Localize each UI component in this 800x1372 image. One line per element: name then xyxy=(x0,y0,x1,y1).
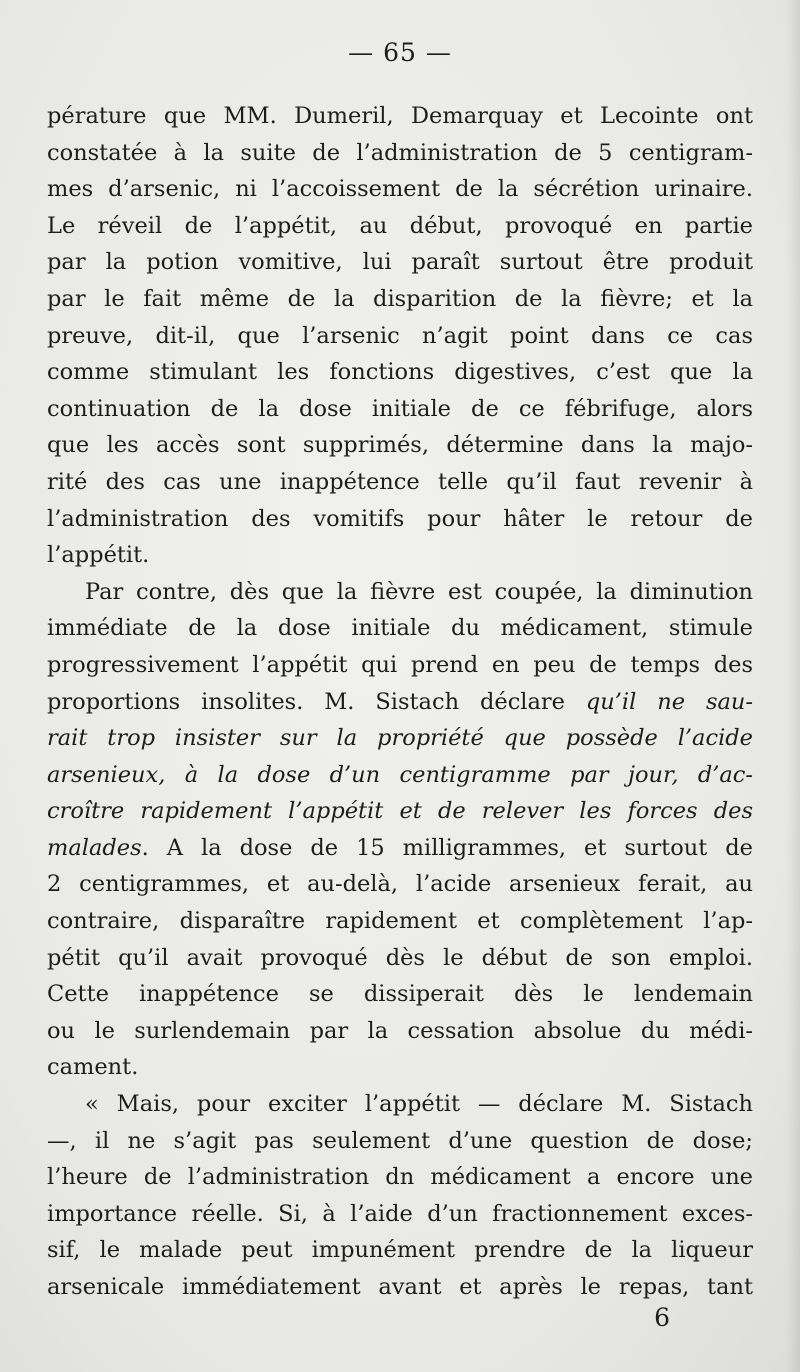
text-segment: continuation de la dose initiale de ce fébrifuge, alors xyxy=(47,395,753,422)
text-line xyxy=(47,391,753,428)
text-line xyxy=(47,830,753,867)
text-segment: sif, le malade peut impunément prendre de la liqueur xyxy=(47,1237,753,1264)
italic-text: rait trop insister sur la propriété que possède l’acide xyxy=(47,725,753,752)
text-line xyxy=(47,208,753,245)
text-segment: Cette inappétence se dissiperait dès le lendemain xyxy=(47,981,753,1008)
body-text xyxy=(47,98,753,1306)
text-segment: contraire, disparaître rapidement et complètement l’ap- xyxy=(47,908,753,935)
text-segment: « Mais, pour exciter l’appétit — déclare M. Sistach xyxy=(85,1091,753,1118)
text-segment: proportions insolites. M. Sistach déclare xyxy=(47,688,586,715)
text-line xyxy=(47,720,753,757)
text-segment: mes d’arsenic, ni l’accoissement de la sécrétion urinaire. xyxy=(47,176,753,203)
text-segment: l’appétit. xyxy=(47,542,150,569)
text-line xyxy=(47,135,753,172)
text-segment: l’administration des vomitifs pour hâter le retour de xyxy=(47,505,753,532)
text-line xyxy=(47,976,753,1013)
text-line xyxy=(47,793,753,830)
italic-text: arsenieux, à la dose d’un centigramme par jour, d’ac- xyxy=(47,761,753,788)
text-line xyxy=(47,1196,753,1233)
text-segment: pérature que MM. Dumeril, Demarquay et Lecointe ont xyxy=(47,103,753,129)
text-segment: importance réelle. Si, à l’aide d’un fractionnement exces- xyxy=(47,1200,753,1227)
text-segment: que les accès sont supprimés, détermine dans la majo- xyxy=(47,432,753,459)
text-line xyxy=(47,318,753,355)
text-segment: Par contre, dès que la fièvre est coupée, la diminution xyxy=(85,578,753,605)
text-line xyxy=(47,354,753,391)
text-segment: —, il ne s’agit pas seulement d’une question de dose; xyxy=(47,1127,753,1154)
text-segment: Le réveil de l’appétit, au début, provoqué en partie xyxy=(47,212,753,239)
text-line xyxy=(47,866,753,903)
text-line xyxy=(47,98,753,135)
text-segment: constatée à la suite de l’administration de 5 centigram- xyxy=(47,139,753,166)
text-line xyxy=(47,1232,753,1269)
text-segment: 2 centigrammes, et au-delà, l’acide arsenieux ferait, au xyxy=(47,871,753,898)
italic-text: qu’il ne sau- xyxy=(585,688,753,715)
text-segment: par le fait même de la disparition de la fièvre; et la xyxy=(47,285,753,312)
text-line xyxy=(47,940,753,977)
folio-signature: 6 xyxy=(654,1303,670,1332)
text-segment: l’heure de l’administration dn médicament a encore une xyxy=(47,1164,753,1191)
text-segment: rité des cas une inappétence telle qu’il faut revenir à xyxy=(47,468,753,495)
text-line xyxy=(47,574,753,611)
page-edge-shadow xyxy=(786,0,800,1372)
italic-text: malades xyxy=(47,834,142,861)
text-line xyxy=(47,903,753,940)
text-segment: preuve, dit-il, que l’arsenic n’agit point dans ce cas xyxy=(47,322,753,349)
running-head: — 65 — xyxy=(348,38,452,67)
text-line xyxy=(47,1086,753,1123)
text-line xyxy=(47,244,753,281)
text-segment: pétit qu’il avait provoqué dès le début de son emploi. xyxy=(47,944,753,971)
text-line xyxy=(47,1123,753,1160)
text-segment: cament. xyxy=(47,1054,139,1081)
text-segment: . A la dose de 15 milligrammes, et surtout de xyxy=(141,834,753,861)
text-line xyxy=(47,1049,753,1086)
text-segment: immédiate de la dose initiale du médicament, stimule xyxy=(47,615,753,642)
text-line xyxy=(47,647,753,684)
text-line xyxy=(47,281,753,318)
text-segment: par la potion vomitive, lui paraît surtout être produit xyxy=(47,249,753,276)
text-segment: ou le surlendemain par la cessation absolue du médi- xyxy=(47,1017,753,1044)
text-line xyxy=(47,1013,753,1050)
text-line xyxy=(47,171,753,208)
text-line xyxy=(47,757,753,794)
text-line xyxy=(47,464,753,501)
text-segment: progressivement l’appétit qui prend en peu de temps des xyxy=(47,651,753,678)
text-line xyxy=(47,610,753,647)
text-line xyxy=(47,1159,753,1196)
text-line xyxy=(47,537,753,574)
text-segment: comme stimulant les fonctions digestives, c’est que la xyxy=(47,359,753,386)
text-line xyxy=(47,427,753,464)
text-line xyxy=(47,1269,753,1306)
text-line xyxy=(47,501,753,538)
text-segment: arsenicale immédiatement avant et après le repas, tant xyxy=(47,1274,753,1300)
italic-text: croître rapidement l’appétit et de relever les forces des xyxy=(47,798,753,825)
text-line xyxy=(47,684,753,721)
